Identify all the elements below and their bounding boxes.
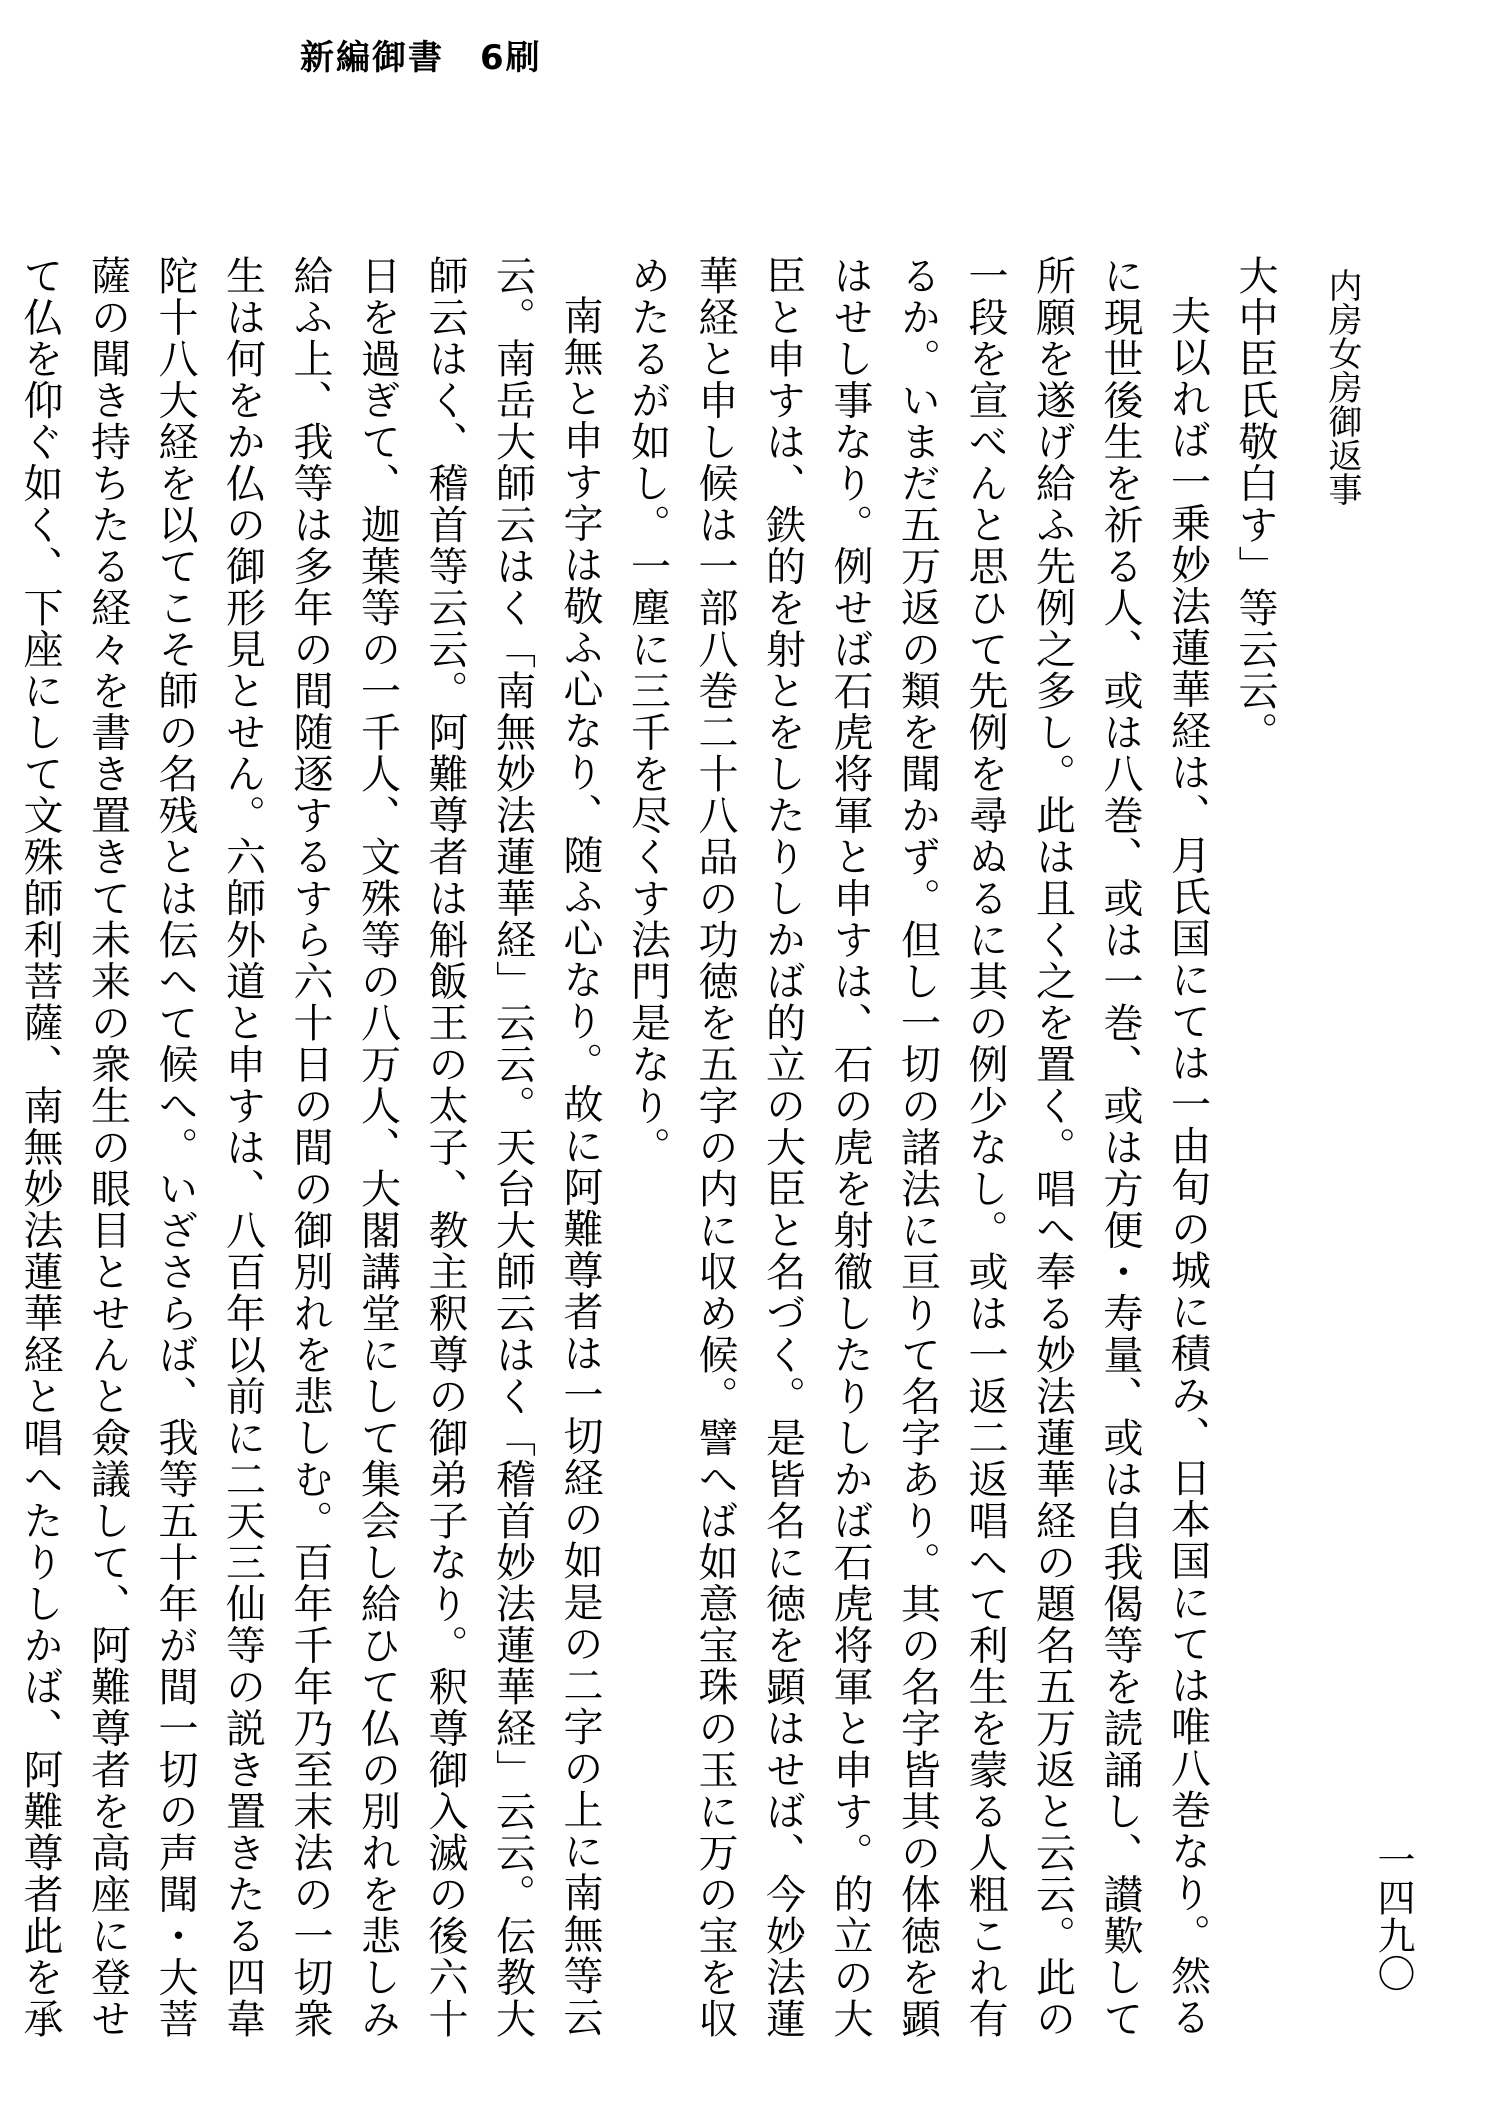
paragraph-letter-closing: 大中臣氏敬白す」等云云。: [1232, 255, 1278, 753]
page-number: 一四九〇: [1371, 1840, 1415, 1992]
paragraph-namu: 南無と申す字は敬ふ心なり、随ふ心なり。故に阿難尊者は一切経の如是の二字の上に南無等云云。南岳大師云はく「南無妙法蓮華経」云云。天台大師云はく「稽首妙法蓮華経」云云。伝教大師云はく、稽首等云云。阿難尊者は斛飯王の太子、教主釈尊の御弟子なり。釈尊御入滅の後六十日を過ぎて、迦葉等の一千人、文殊等の八万人、大閣講堂にして集会し給ひて仏の別れを悲しみ給ふ上、我等は多年の間随逐するすら六十日の間の御別れを悲しむ。百年千年乃至末法の一切衆生は何をか仏の御形見とせん。六師外道と申すは、八百年以前に二天三仙等の説き置きたる四韋陀十八大経を以てこそ師の名残とは伝へて候へ。いざさらば、我等五十年が間一切の声聞・大菩薩の聞き持ちたる経々を書き置きて未来の衆生の眼目とせんと僉議して、阿難尊者を高座に登せて仏を仰ぐ如く、下座にして文殊師利菩薩、南無妙法蓮華経と唱へたりしかば、阿難尊者此を承: [17, 255, 603, 2040]
header-title: 新編御書 6刷: [300, 38, 542, 78]
paragraph-lotus-sutra: 夫以れば一乗妙法蓮華経は、月氏国にては一由旬の城に積み、日本国にては唯八巻なり。然るに現世後生を祈る人、或は八巻、或は一巻、或は方便・寿量、或は自我偈等を読誦し、讃歎して所願を遂げ給ふ先例之多し。此は且く之を置く。唱へ奉る妙法蓮華経の題名五万返と云云。此の一段を宣べんと思ひて先例を尋ぬるに其の例少なし。或は一返二返唱へて利生を蒙る人粗これ有るか。いまだ五万返の類を聞かず。但し一切の諸法に亘りて名字あり。其の名字皆其の体徳を顕はせし事なり。例せば石虎将軍と申すは、石の虎を射徹したりしかば石虎将軍と申す。的立の大臣と申すは、鉄的を射とをしたりしかば的立の大臣と名づく。是皆名に徳を顕はせば、今妙法蓮華経と申し候は一部八巻二十八品の功徳を五字の内に収め候。譬へば如意宝珠の玉に万の宝を収めたるが如し。一塵に三千を尽くす法門是なり。: [624, 255, 1211, 2040]
running-head: 内房女房御返事: [1322, 268, 1362, 506]
text-body: [17, 255, 1288, 2040]
